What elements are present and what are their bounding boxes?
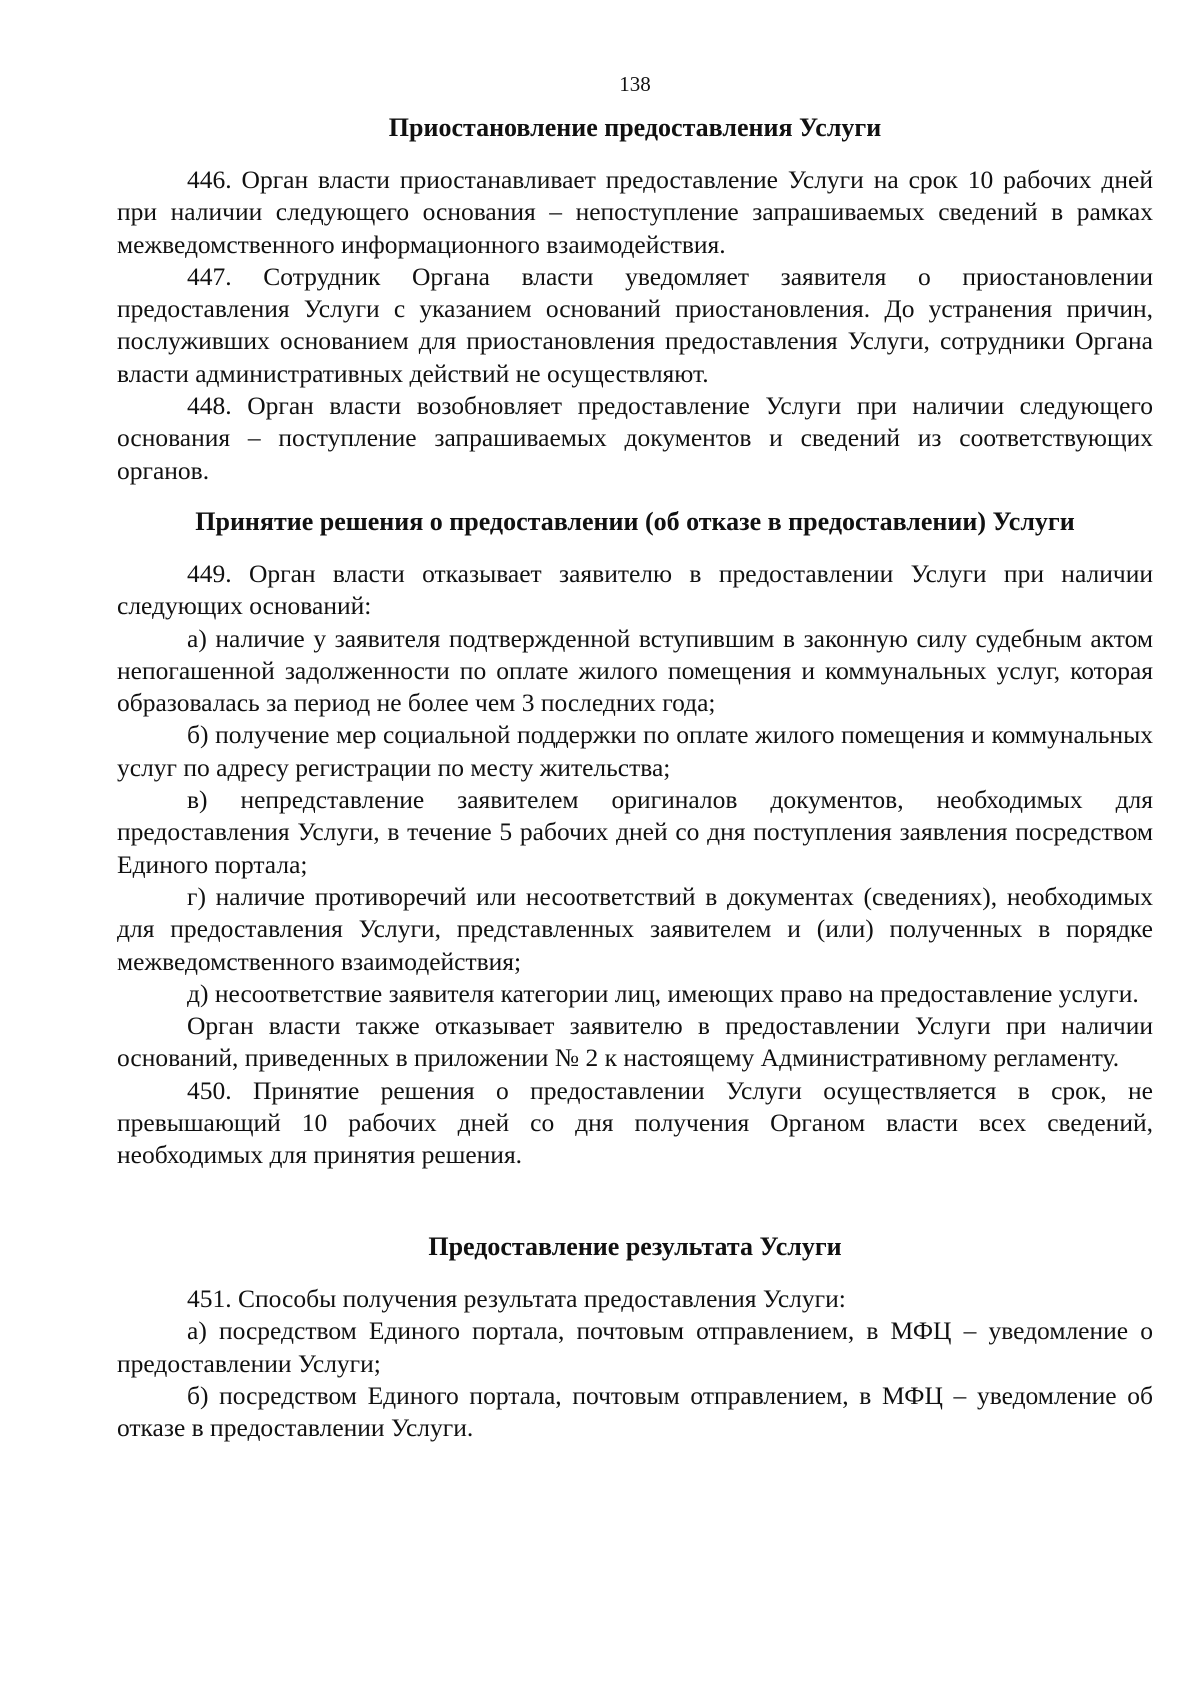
list-item-v: в) непредставление заявителем оригиналов документов, необходимых для предоставления Услуги, в течение 5 рабочих дней со дня поступления заявления посредством Единого портала; — [117, 785, 1153, 879]
section-suspension — [117, 112, 1153, 487]
list-item-a: а) посредством Единого портала, почтовым отправлением, в МФЦ – уведомление о предоставлении Услуги; — [117, 1316, 1153, 1378]
list-item-b: б) посредством Единого портала, почтовым отправлением, в МФЦ – уведомление об отказе в предоставлении Услуги. — [117, 1380, 1153, 1443]
paragraph-448: 448. Орган власти возобновляет предоставление Услуги при наличии следующего основания – поступление запрашиваемых документов и сведений из соответствующих органов. — [117, 391, 1153, 485]
page-number: 138 — [619, 72, 651, 96]
list-item-b: б) получение мер социальной поддержки по оплате жилого помещения и коммунальных услуг по адресу регистрации по месту жительства; — [117, 720, 1153, 782]
section-heading: Приостановление предоставления Услуги — [388, 113, 882, 142]
section-decision — [117, 506, 1153, 1172]
paragraph-450: 450. Принятие решения о предоставлении Услуги осуществляется в срок, не превышающий 10 рабочих дней со дня получения Органом власти всех сведений, необходимых для принятия решения. — [117, 1075, 1153, 1170]
document-page — [117, 0, 1153, 1697]
paragraph-additional-refusal: Орган власти также отказывает заявителю в предоставлении Услуги при наличии оснований, приведенных в приложении № 2 к настоящему Административному регламенту. — [117, 1011, 1153, 1073]
paragraph-446: 446. Орган власти приостанавливает предоставление Услуги на срок 10 рабочих дней при наличии следующего основания – непоступление запрашиваемых сведений в рамках межведомственного информационного взаимодействия. — [117, 165, 1153, 259]
list-item-d: д) несоответствие заявителя категории лиц, имеющих право на предоставление услуги. — [187, 978, 1139, 1008]
paragraph-449: 449. Орган власти отказывает заявителю в предоставлении Услуги при наличии следующих оснований: — [117, 559, 1153, 621]
paragraph-451: 451. Способы получения результата предоставления Услуги: — [187, 1284, 846, 1313]
paragraph-447: 447. Сотрудник Органа власти уведомляет заявителя о приостановлении предоставления Услуги с указанием оснований приостановления. До устранения причин, послуживших основанием для приостановления предоставления Услуги, сотрудники Органа власти административных действий не осуществляют. — [117, 261, 1153, 388]
list-item-a: а) наличие у заявителя подтвержденной вступившим в законную силу судебным актом непогашенной задолженности по оплате жилого помещения и коммунальных услуг, которая образовалась за период не более чем 3 последних года; — [117, 623, 1153, 718]
section-heading: Принятие решения о предоставлении (об отказе в предоставлении) Услуги — [195, 507, 1075, 536]
section-result — [117, 1231, 1153, 1444]
section-heading: Предоставление результата Услуги — [428, 1232, 842, 1261]
list-item-g: г) наличие противоречий или несоответствий в документах (сведениях), необходимых для предоставления Услуги, представленных заявителем и (или) полученных в порядке межведомственного взаимодействия; — [117, 881, 1153, 976]
